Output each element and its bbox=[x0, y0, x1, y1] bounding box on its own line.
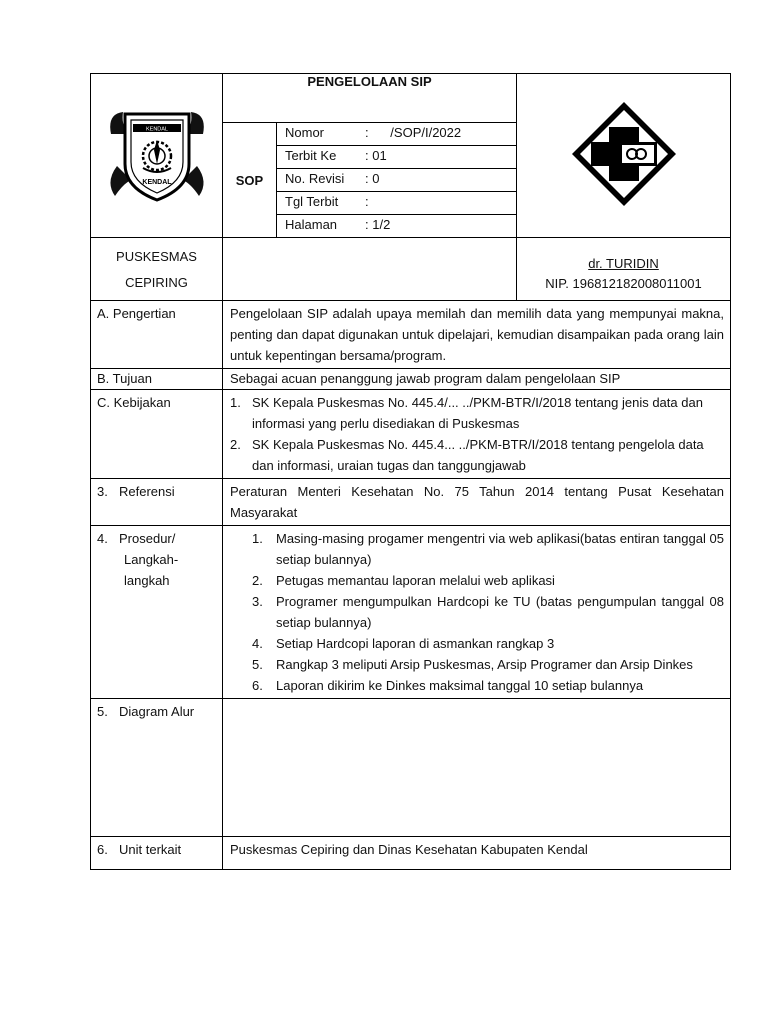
prosedur-item: 6. Laporan dikirim ke Dinkes maksimal tanggal 10 setiap bulannya bbox=[252, 678, 644, 693]
label-unit-terkait: 6. Unit terkait bbox=[91, 837, 223, 870]
signature-cell bbox=[517, 238, 731, 301]
prosedur-item: 5. Rangkap 3 meliputi Arsip Puskesmas, Arsip Programer dan Arsip Dinkes bbox=[252, 657, 693, 672]
text-unit-terkait: Puskesmas Cepiring dan Dinas Kesehatan Kabupaten Kendal bbox=[223, 837, 731, 870]
puskesmas-name-cell bbox=[91, 238, 223, 301]
svg-text:KENDAL: KENDAL bbox=[145, 126, 168, 133]
label-kebijakan: C. Kebijakan bbox=[91, 390, 223, 479]
meta-tgl-terbit: Tgl Terbit : bbox=[277, 192, 517, 215]
prosedur-item: 1. Masing-masing progamer mengentri via web aplikasi(batas entiran tanggal 05 setiap bulannya) bbox=[252, 531, 724, 567]
sop-label: SOP bbox=[223, 123, 277, 238]
text-tujuan: Sebagai acuan penanggung jawab program dalam pengelolaan SIP bbox=[223, 369, 731, 390]
document-title: PENGELOLAAN SIP bbox=[307, 74, 432, 89]
text-referensi: Peraturan Menteri Kesehatan No. 75 Tahun 2014 tentang Pusat Kesehatan Masyarakat bbox=[223, 479, 731, 526]
sop-table bbox=[90, 73, 731, 870]
sop-document bbox=[90, 73, 730, 870]
signer-nip: NIP. 196812182008011001 bbox=[545, 276, 702, 291]
meta-terbit-ke: Terbit Ke : 01 bbox=[277, 146, 517, 169]
kendal-regency-logo-cell bbox=[91, 74, 223, 238]
label-diagram-alur: 5. Diagram Alur bbox=[91, 699, 223, 837]
svg-text:KENDAL: KENDAL bbox=[141, 179, 172, 186]
text-pengertian: Pengelolaan SIP adalah upaya memilah dan memilih data yang mempunyai makna, penting dan dapat digunakan untuk dipelajari, kemudian disampaikan pada orang lain untuk kepentingan bersama/program. bbox=[223, 301, 731, 369]
prosedur-item: 4. Setiap Hardcopi laporan di asmankan rangkap 3 bbox=[252, 636, 555, 651]
meta-nomor: Nomor : /SOP/I/2022 bbox=[277, 123, 517, 146]
label-prosedur: 4. Prosedur/ Langkah- langkah bbox=[91, 526, 223, 699]
label-tujuan: B. Tujuan bbox=[91, 369, 223, 390]
list-prosedur bbox=[223, 526, 731, 699]
prosedur-item: 3. Programer mengumpulkan Hardcopi ke TU (batas pengumpulan tanggal 08 setiap bulannya) bbox=[252, 594, 724, 630]
puskesmas-line2: CEPIRING bbox=[125, 275, 188, 290]
list-kebijakan bbox=[223, 390, 731, 479]
document-title-cell bbox=[223, 74, 517, 123]
puskesmas-line1: PUSKESMAS bbox=[116, 249, 197, 264]
puskesmas-cross-logo-icon bbox=[569, 99, 679, 209]
label-pengertian: A. Pengertian bbox=[91, 301, 223, 369]
kebijakan-item: 2. SK Kepala Puskesmas No. 445.4... ../PKM-BTR/I/2018 tentang pengelola data dan informasi, uraian tugas dan tanggungjawab bbox=[230, 437, 704, 473]
blank-approval-cell bbox=[223, 238, 517, 301]
prosedur-item: 2. Petugas memantau laporan melalui web aplikasi bbox=[252, 573, 555, 588]
signer-name: dr. TURIDIN bbox=[588, 256, 659, 271]
diagram-alur-area bbox=[223, 699, 731, 837]
meta-no-revisi: No. Revisi : 0 bbox=[277, 169, 517, 192]
health-logo-cell bbox=[517, 74, 731, 238]
kendal-seal-icon bbox=[103, 104, 211, 204]
label-referensi: 3. Referensi bbox=[91, 479, 223, 526]
kebijakan-item: 1. SK Kepala Puskesmas No. 445.4/... ../PKM-BTR/I/2018 tentang jenis data dan informasi yang perlu disediakan di Puskesmas bbox=[230, 395, 703, 431]
meta-halaman: Halaman : 1/2 bbox=[277, 215, 517, 238]
